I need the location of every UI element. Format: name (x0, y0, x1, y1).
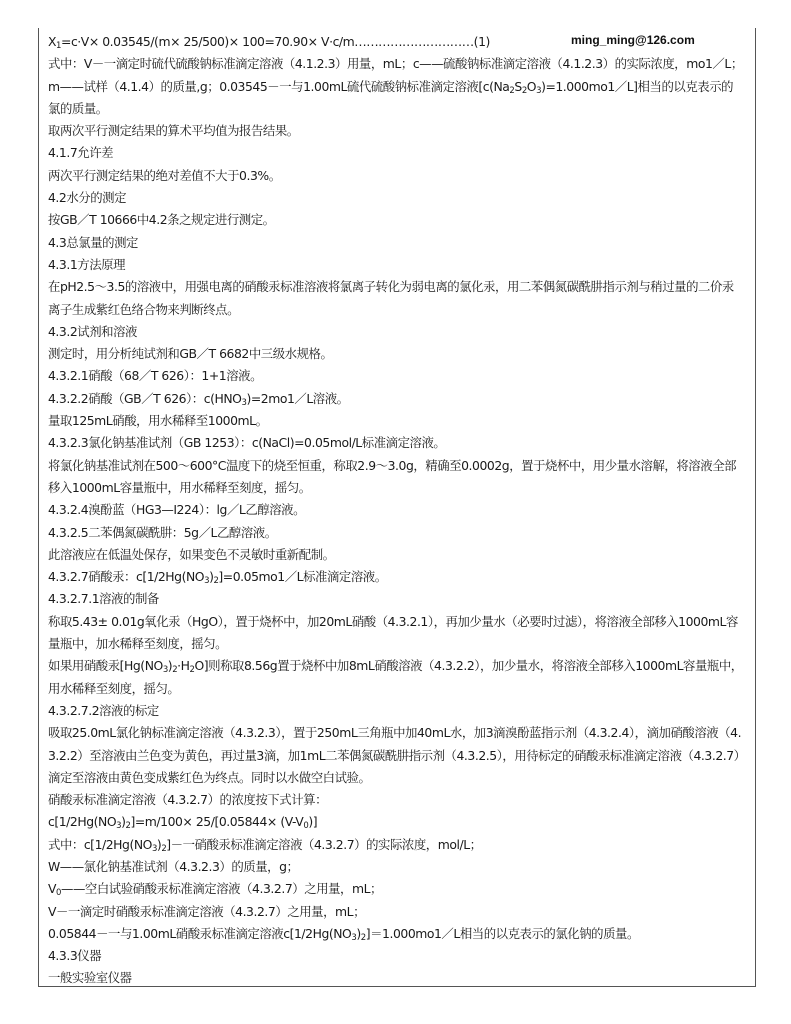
text-line: 如果用硝酸汞$[Hg(NO_3)_2\cdot H_2O]$则称取8.56g置于烧杯中加8mL硝酸溶液（4.3.2.2），加少量水，将溶液全部移入1000mL容量瓶中，用水稀释至刻度，摇匀。 (48, 658, 743, 696)
text-line: 4.1.7允许差 (48, 145, 114, 161)
text-line: 4.3.2.7硝酸汞：$c[1/2Hg(NO_3)_2]=0.05mo1/L$标准滴定溶液。 (48, 569, 387, 587)
text-line: 4.3.2.2硝酸（GB／T 626）：$c(HNO_3)=2mo1/L$溶液。 (48, 390, 349, 408)
text-line: 4.2水分的测定 (48, 190, 127, 206)
text-line: 4.3.2.1硝酸（68／T 626）：1+1溶液。 (48, 368, 263, 384)
text-line: 4.3.2.3氯化钠基准试剂（GB 1253）：c(NaCl)=0.05mol/L标准滴定溶液。 (48, 435, 446, 451)
text-line: 两次平行测定结果的绝对差值不大于0.3%。 (48, 167, 281, 183)
text-line: 吸取25.0mL氯化钠标准滴定溶液（4.3.2.3），置于250mL三角瓶中加40mL水，加3滴溴酚蓝指示剂（4.3.2.4），滴加硝酸溶液（4.3.2.2）至溶液由兰色变为黄色，再过量3滴，加1mL二苯偶氮碳酰肼指示剂（4.3.2.5），用待标定的硝酸汞标准滴定溶液（4.3.2.7）滴定至溶液由黄色变成紫红色为终点。同时以水做空白试验。 (48, 725, 742, 785)
text-line: 将氯化钠基准试剂在500～600°C温度下的烧至恒重，称取2.9～3.0g，精确至0.0002g，置于烧杯中，用少量水溶解，将溶液全部移入1000mL容量瓶中，用水稀释至刻度，摇匀。 (48, 457, 737, 495)
document-body (48, 31, 744, 990)
text-line: W——氯化钠基准试剂（4.3.2.3）的质量，g； (48, 858, 299, 874)
text-line: 式中：$c[1/2Hg(NO_3)_2]-$一硝酸汞标准滴定溶液（4.3.2.7）的实际浓度，mol/L； (48, 836, 482, 854)
text-line: 量取125mL硝酸，用水稀释至1000mL。 (48, 413, 268, 429)
text-line: 4.3.2.7.2溶液的标定 (48, 702, 159, 718)
text-line: 在pH2.5～3.5的溶液中，用强电离的硝酸汞标准溶液将氯离子转化为弱电离的氯化汞，用二苯偶氮碳酰肼指示剂与稍过量的二价汞离子生成紫红色络合物来判断终点。 (48, 279, 734, 317)
text-line: 硝酸汞标准滴定溶液（4.3.2.7）的浓度按下式计算： (48, 792, 328, 808)
text-line: 取两次平行测定结果的算术平均值为报告结果。 (48, 123, 299, 139)
text-line: 4.3.3仪器 (48, 948, 102, 964)
text-line: V－一滴定时硝酸汞标准滴定溶液（4.3.2.7）之用量，mL； (48, 903, 366, 919)
email-watermark: ming_ming@126.com (571, 33, 695, 47)
text-line: 4.3.2.5二苯偶氮碳酰肼：5g／L乙醇溶液。 (48, 524, 277, 540)
text-line: 4.3.2.4溴酚蓝（HG3—I224）：lg／L乙醇溶液。 (48, 502, 306, 518)
text-line: 此溶液应在低温处保存，如果变色不灵敏时重新配制。 (48, 546, 335, 562)
text-line: $V_0——$空白试验硝酸汞标准滴定溶液（4.3.2.7）之用量，mL； (48, 881, 382, 899)
text-line: 4.3.2试剂和溶液 (48, 323, 137, 339)
text-line: $c[1/2Hg(NO_3)_2]=m/100\times 25/[0.05844\times (V-V_0)]$ (48, 814, 318, 832)
text-line: 按GB／T 10666中4.2条之规定进行测定。 (48, 212, 275, 228)
text-line: 测定时，用分析纯试剂和GB／T 6682中三级水规格。 (48, 346, 333, 362)
text-line: 式中：V－一滴定时硫代硫酸钠标准滴定溶液（4.1.2.3）用量，mL；c——硫酸钠标准滴定溶液（4.1.2.3）的实际浓度，mo1／L；m——试样（4.1.4）的质量,g；0.03545－一与1.00mL硫代硫酸钠标准滴定溶液$[c(Na_2S_2O_3)=1.000mo1/L]$相当的以克表示的氯的质量。 (48, 56, 743, 116)
text-line: 4.3.1方法原理 (48, 256, 126, 272)
text-line: 4.3.2.7.1溶液的制备 (48, 591, 159, 607)
text-line: $X_1=c\cdot V\times 0.03545/(m\times 25/500)\times 100=70.90\times$ V·c/m…………………………(1) (48, 34, 490, 51)
text-line: 0.05844－一与1.00mL硝酸汞标准滴定溶液$c[1/2Hg(NO_3)_2]=1.000mo1/L$相当的以克表示的氯化钠的质量。 (48, 925, 639, 943)
text-line: 4.3总氯量的测定 (48, 234, 138, 250)
text-line: 称取5.43± 0.01g氧化汞（HgO），置于烧杯中，加20mL硝酸（4.3.2.1），再加少量水（必要时过滤），将溶液全部移入1000mL容量瓶中，加水稀释至刻度，摇匀。 (48, 613, 738, 652)
text-line: 一般实验室仪器 (48, 970, 132, 986)
